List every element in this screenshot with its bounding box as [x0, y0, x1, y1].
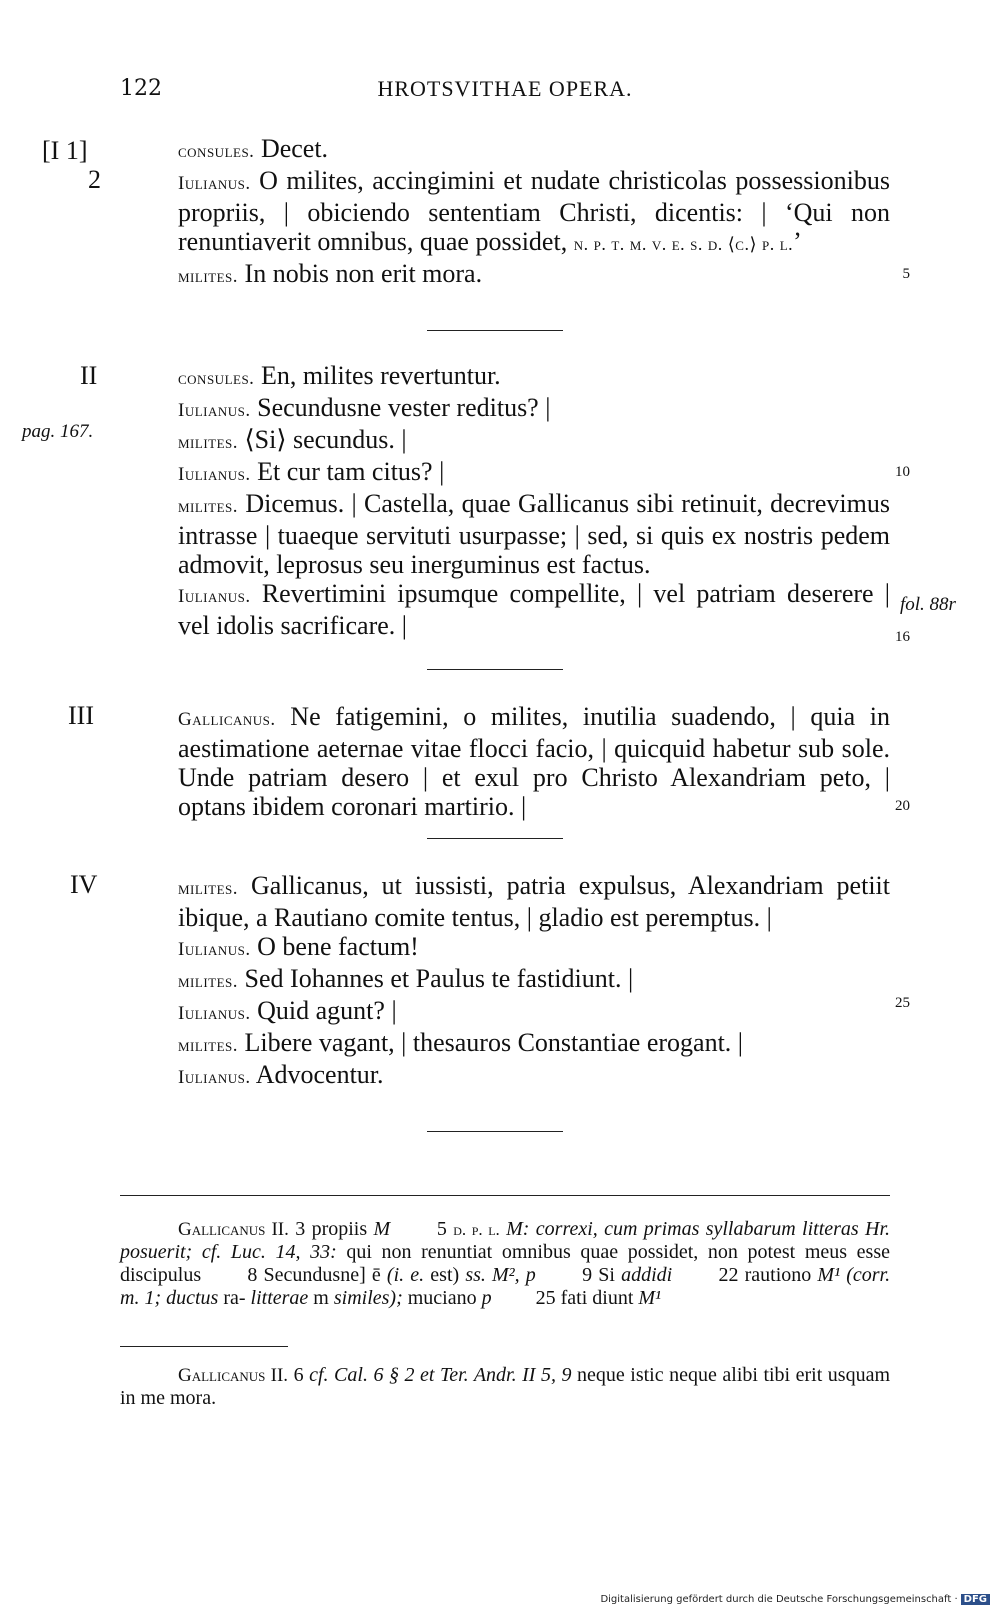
speech	[120, 579, 890, 640]
closing-quote: ’	[793, 227, 802, 256]
section-divider	[427, 1131, 563, 1132]
speech	[120, 871, 890, 932]
speech-text: Ne fatigemini, o milites, inutilia suadendo, | quia in aestimatione aeternae vitae flocci facio, | quicquid habetur sub sole. Unde patriam desero | et exul pro Christo Alexandriam peto, | optans ibidem coronari martirio. |	[178, 702, 891, 821]
note: 6	[293, 1364, 304, 1386]
page-reference: pag. 167.	[22, 421, 94, 442]
speech	[120, 702, 890, 821]
speech	[120, 393, 890, 425]
sources-apparatus	[120, 1364, 890, 1410]
speech	[120, 166, 890, 259]
note: m	[313, 1287, 329, 1309]
section-number: III	[68, 701, 94, 730]
line-number: 25	[895, 995, 910, 1011]
speaker: Iulianus.	[178, 400, 251, 421]
section-divider	[427, 838, 563, 839]
dfg-logo: DFG	[961, 1594, 990, 1605]
section-number: II	[80, 361, 98, 390]
section-number: IV	[70, 870, 98, 899]
line-number: 5	[902, 266, 910, 282]
section-divider	[427, 669, 563, 670]
speaker: consules.	[178, 368, 255, 389]
speaker: milites.	[178, 971, 239, 992]
speech-text: ⟨Si⟩ secundus. |	[244, 425, 407, 454]
abbreviation: d. p. l.	[453, 1220, 500, 1239]
note: 8 Secundusne] ē	[247, 1264, 381, 1286]
note: ra-	[223, 1287, 246, 1309]
speech-text: Sed Iohannes et Paulus te fastidiunt. |	[244, 964, 634, 993]
scene-4	[120, 871, 890, 1092]
running-header	[120, 76, 890, 106]
speaker: milites.	[178, 496, 239, 517]
line-number: 16	[895, 629, 910, 645]
speech-text: Gallicanus, ut iussisti, patria expulsus, Alexandriam petiit ibique, a Rautiano comite tentus, | gladio est peremptus. |	[178, 871, 890, 932]
abbreviation: n. p. t. m. v. e. s. d. ⟨c.⟩ p. l.	[573, 234, 794, 254]
speech-text: In nobis non erit mora.	[244, 259, 483, 288]
digitization-credit	[600, 1594, 990, 1605]
critical-apparatus	[120, 1218, 890, 1310]
siglum: M	[373, 1218, 391, 1240]
speech-text: Quid agunt? |	[257, 996, 397, 1025]
sources-rule	[120, 1346, 288, 1347]
note: 22 rautiono	[718, 1264, 812, 1286]
note: 25 fati diunt	[535, 1287, 634, 1309]
scene-3	[120, 702, 890, 821]
speaker: Iulianus.	[178, 1067, 251, 1088]
section-number: [I 1]	[42, 136, 88, 165]
note: muciano	[407, 1287, 477, 1309]
speech-text: Advocentur.	[255, 1060, 384, 1089]
speech-text: Libere vagant, | thesauros Constantiae erogant. |	[244, 1028, 743, 1057]
speaker: Iulianus.	[178, 1003, 251, 1024]
speech-text: Dicemus. | Castella, quae Gallicanus sibi retinuit, decrevimus intrasse | tuaeque servituti usurpasse; | sed, si quis ex nostris pedem admovit, leprosus seu inerguminus est factus.	[178, 489, 890, 579]
apparatus-heading: Gallicanus II.	[178, 1219, 289, 1240]
sources-text	[120, 1364, 890, 1410]
line-number: 10	[895, 464, 910, 480]
apparatus-text	[120, 1218, 890, 1310]
speech-text: Secundusne vester reditus? |	[257, 393, 551, 422]
siglum: p	[481, 1287, 492, 1309]
scene-1	[120, 134, 890, 291]
speech	[120, 1028, 890, 1060]
note: 3 propiis	[295, 1218, 368, 1240]
line-number: 20	[895, 798, 910, 814]
speech	[120, 361, 890, 393]
speech	[120, 932, 890, 964]
speech-text: O milites, accingimini et nudate christicolas possessionibus propriis, | obiciendo sententiam Christi, dicentis: | ‘Qui non renuntiaverit omnibus, quae possidet,	[178, 166, 890, 256]
editor-comment: litterae	[250, 1287, 309, 1309]
note: neque istic neque alibi tibi erit usquam in me mora.	[120, 1364, 891, 1409]
editor-comment: addidi	[621, 1264, 673, 1286]
speaker: consules.	[178, 141, 255, 162]
folio-reference: fol. 88r	[900, 594, 956, 615]
apparatus-heading: Gallicanus II.	[178, 1365, 289, 1386]
note: 9 Si	[582, 1264, 615, 1286]
note: est)	[430, 1264, 460, 1286]
speaker: milites.	[178, 432, 239, 453]
speech	[120, 457, 890, 489]
speech	[120, 996, 890, 1028]
page-number: 122	[120, 76, 162, 101]
section-number: 2	[88, 165, 101, 194]
scene-2	[120, 361, 890, 640]
siglum: M¹	[638, 1287, 662, 1309]
speech-text: Revertimini ipsumque compellite, | vel patriam deserere | vel idolis sacrificare. |	[178, 579, 890, 640]
note: qui non renuntiat omnibus quae possidet, non potest meus esse discipulus	[120, 1241, 890, 1286]
editor-comment: (i. e.	[386, 1264, 425, 1286]
speaker: Gallicanus.	[178, 709, 276, 730]
speech-text: En, milites revertuntur.	[260, 361, 501, 390]
apparatus-rule	[120, 1195, 890, 1196]
editor-comment: M: correxi, cum primas syllabarum litteras Hr. posuerit; cf. Luc. 14, 33:	[120, 1218, 891, 1263]
speaker: milites.	[178, 1035, 239, 1056]
note: 5	[436, 1218, 447, 1240]
speech	[120, 134, 890, 166]
speaker: Iulianus.	[178, 586, 251, 607]
speech-text: Et cur tam citus? |	[257, 457, 445, 486]
speaker: milites.	[178, 266, 239, 287]
speaker: Iulianus.	[178, 939, 251, 960]
siglum: ss. M², p	[465, 1264, 536, 1286]
speech-text: O bene factum!	[257, 932, 419, 961]
speech-text: Decet.	[260, 134, 329, 163]
running-title: HROTSVITHAE OPERA.	[377, 76, 633, 101]
speech	[120, 259, 890, 291]
credit-text: Digitalisierung gefördert durch die Deutsche Forschungsgemeinschaft ·	[600, 1594, 958, 1605]
speech	[120, 489, 890, 579]
speech	[120, 964, 890, 996]
speech	[120, 425, 890, 457]
speaker: milites.	[178, 878, 239, 899]
speech	[120, 1060, 890, 1092]
editor-comment: similes);	[333, 1287, 403, 1309]
source-reference: cf. Cal. 6 § 2 et Ter. Andr. II 5, 9	[309, 1364, 572, 1386]
speaker: Iulianus.	[178, 173, 251, 194]
speaker: Iulianus.	[178, 464, 251, 485]
section-divider	[427, 330, 563, 331]
editor-comment: M¹ (corr. m. 1; ductus	[120, 1264, 891, 1309]
